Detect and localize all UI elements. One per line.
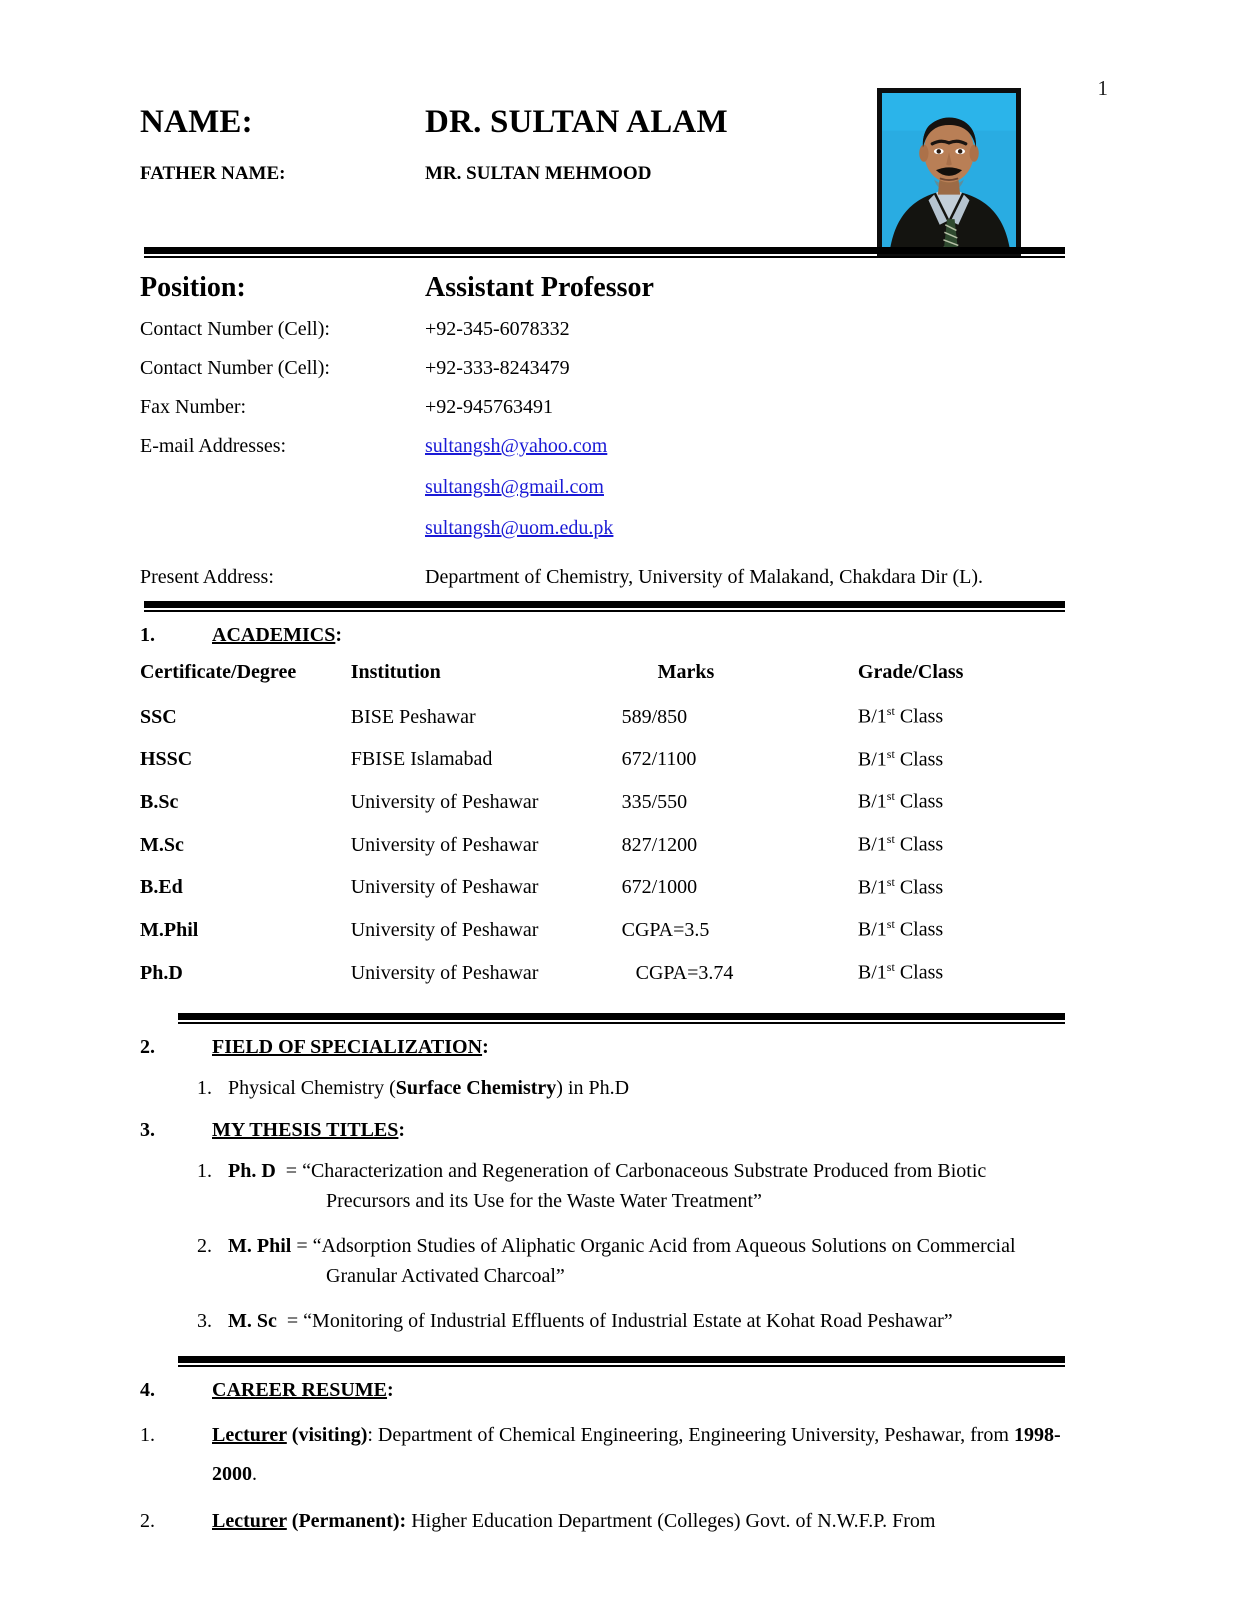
table-row xyxy=(140,875,1065,918)
col-grade-class: Grade/Class xyxy=(857,661,964,683)
divider-career xyxy=(178,1356,1065,1367)
section-title xyxy=(212,1119,405,1142)
section-colon: : xyxy=(335,624,343,646)
table-header-row xyxy=(140,661,1065,704)
father-name-row xyxy=(140,163,1065,185)
cell-degree: M.Sc xyxy=(140,833,184,856)
list-item-text: M. Sc = “Monitoring of Industrial Effluents of Industrial Estate at Kohat Road Peshawar” xyxy=(228,1309,953,1332)
page-number: 1 xyxy=(1097,76,1108,100)
list-item-number: 3. xyxy=(197,1309,212,1332)
list-item-number: 2. xyxy=(197,1234,212,1257)
email-list xyxy=(425,435,1065,558)
cell-degree: SSC xyxy=(140,705,177,728)
contact-value: +92-345-6078332 xyxy=(425,318,570,340)
contact-row xyxy=(140,357,1065,380)
cell-institution: University of Peshawar xyxy=(350,876,539,899)
section-number: 3. xyxy=(140,1118,155,1141)
table-row xyxy=(140,747,1065,790)
contact-row xyxy=(140,318,1065,341)
col-certificate-degree: Certificate/Degree xyxy=(140,661,297,683)
list-item-number: 2. xyxy=(140,1509,155,1532)
name-value: DR. SULTAN ALAM xyxy=(425,104,728,140)
divider-academics xyxy=(144,601,1065,612)
list-item-number: 1. xyxy=(197,1076,212,1099)
cell-degree: B.Sc xyxy=(140,790,179,813)
section-title-underline: MY THESIS TITLES xyxy=(212,1118,399,1141)
fax-value: +92-945763491 xyxy=(425,396,553,418)
table-row xyxy=(140,917,1065,960)
cell-marks: 672/1100 xyxy=(621,748,697,771)
list-item xyxy=(140,1416,1065,1494)
cell-marks: 335/550 xyxy=(621,790,688,813)
list-item xyxy=(176,1306,1065,1336)
email-label: E-mail Addresses: xyxy=(140,435,287,457)
list-item-text: Ph. D = “Characterization and Regeneration of Carbonaceous Substrate Produced from Biotic Precursors and its Use for the Waste Water Treatment” xyxy=(228,1159,987,1213)
present-address-value: Department of Chemistry, University of Malakand, Chakdara Dir (L). xyxy=(425,566,983,588)
section-colon: : xyxy=(398,1118,406,1141)
cell-grade: B/1st Class xyxy=(857,746,944,771)
cell-grade: B/1st Class xyxy=(857,917,944,941)
cell-institution: FBISE Islamabad xyxy=(350,748,493,771)
name-row xyxy=(140,104,1065,141)
cell-marks: 827/1200 xyxy=(621,833,698,856)
cell-institution: University of Peshawar xyxy=(350,918,539,941)
cell-institution: University of Peshawar xyxy=(350,833,539,856)
cell-grade: B/1st Class xyxy=(857,874,944,899)
academics-table xyxy=(140,661,1065,1003)
list-item xyxy=(176,1156,1065,1217)
section-heading-thesis xyxy=(140,1119,1065,1142)
section-number: 4. xyxy=(140,1378,155,1401)
position-value: Assistant Professor xyxy=(425,272,654,303)
col-marks: Marks xyxy=(657,661,715,683)
fax-row xyxy=(140,396,1065,419)
email-block xyxy=(140,435,1065,558)
cell-degree: Ph.D xyxy=(140,961,183,984)
list-item-text: Lecturer (Permanent): Higher Education Department (Colleges) Govt. of N.W.F.P. From xyxy=(212,1509,936,1532)
section-title xyxy=(212,624,342,647)
divider-specialization xyxy=(178,1013,1065,1024)
section-colon: : xyxy=(387,1378,394,1401)
list-item-text: Lecturer (visiting): Department of Chemical Engineering, Engineering University, Peshawar, from 1998-2000. xyxy=(212,1423,1061,1485)
cell-degree: B.Ed xyxy=(140,876,183,899)
cell-institution: BISE Peshawar xyxy=(350,705,476,728)
list-item-text: M. Phil = “Adsorption Studies of Aliphatic Organic Acid from Aqueous Solutions on Commercial Granular Activated Charcoal” xyxy=(228,1234,1016,1288)
position-row xyxy=(140,272,1065,304)
section-heading-career xyxy=(140,1379,1065,1402)
cell-degree: HSSC xyxy=(140,748,193,771)
cell-institution: University of Peshawar xyxy=(350,961,539,984)
cell-institution: University of Peshawar xyxy=(350,790,539,813)
list-item xyxy=(176,1073,1065,1103)
section-title-underline: ACADEMICS xyxy=(212,624,336,646)
cell-grade: B/1st Class xyxy=(857,831,944,856)
cell-grade: B/1st Class xyxy=(857,789,944,813)
cell-grade: B/1st Class xyxy=(857,959,944,984)
cell-marks: 672/1000 xyxy=(621,876,698,899)
list-item xyxy=(140,1502,1065,1541)
table-row xyxy=(140,832,1065,875)
cell-marks: CGPA=3.5 xyxy=(621,918,710,941)
contact-label: Contact Number (Cell): xyxy=(140,318,330,340)
cv-content xyxy=(140,104,1065,1549)
position-label: Position: xyxy=(140,272,246,303)
table-row xyxy=(140,704,1065,747)
section-number: 2. xyxy=(140,1035,155,1058)
email-link-uom[interactable]: sultangsh@uom.edu.pk xyxy=(425,517,614,539)
section-title-underline: CAREER RESUME xyxy=(212,1378,388,1401)
section-number: 1. xyxy=(140,624,155,646)
contact-label: Contact Number (Cell): xyxy=(140,357,330,379)
present-address-row xyxy=(140,566,1065,589)
col-institution: Institution xyxy=(350,661,441,683)
contact-value: +92-333-8243479 xyxy=(425,357,570,379)
section-colon: : xyxy=(482,1035,489,1058)
section-heading-specialization xyxy=(140,1036,1065,1059)
father-name-label: FATHER NAME: xyxy=(140,163,286,184)
cell-marks: CGPA=3.74 xyxy=(635,961,734,984)
cell-marks: 589/850 xyxy=(621,705,688,728)
section-title xyxy=(212,1036,489,1059)
table-row xyxy=(140,789,1065,832)
section-title-underline: FIELD OF SPECIALIZATION xyxy=(212,1035,483,1058)
divider-header xyxy=(144,247,1065,258)
cell-degree: M.Phil xyxy=(140,918,199,941)
list-item-text: Physical Chemistry (Surface Chemistry) in Ph.D xyxy=(228,1076,630,1099)
fax-label: Fax Number: xyxy=(140,396,247,418)
section-heading-academics xyxy=(140,624,1065,647)
cell-grade: B/1st Class xyxy=(857,704,944,728)
list-item-number: 1. xyxy=(140,1423,155,1446)
list-item-number: 1. xyxy=(197,1159,212,1182)
email-link-gmail[interactable]: sultangsh@gmail.com xyxy=(425,476,604,498)
father-name-value: MR. SULTAN MEHMOOD xyxy=(425,163,652,184)
table-row xyxy=(140,960,1065,1003)
list-item xyxy=(176,1231,1065,1292)
present-address-label: Present Address: xyxy=(140,566,274,588)
email-link-yahoo[interactable]: sultangsh@yahoo.com xyxy=(425,435,608,457)
name-label: NAME: xyxy=(140,104,253,140)
section-title xyxy=(212,1379,394,1402)
